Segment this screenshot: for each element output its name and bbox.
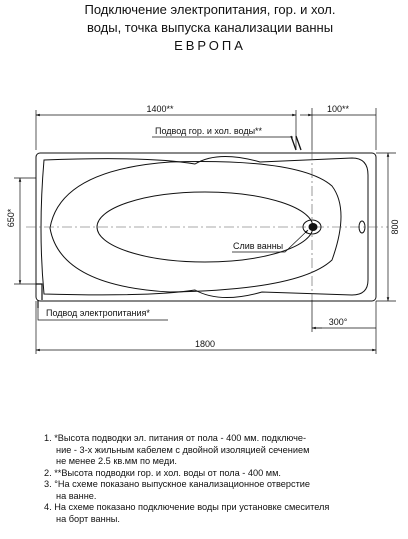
note-line: 1. *Высота подводки эл. питания от пола - 400 мм. подключе- <box>44 433 307 443</box>
note-line: на ванне. <box>56 490 97 501</box>
note-line: на борт ванны. <box>56 513 120 524</box>
dim-left-650 <box>14 178 36 284</box>
note-line: ние - 3-х жильным кабелем с двойной изоляцией сечением <box>56 444 310 455</box>
title-line-2: воды, точка выпуска канализации ванны <box>86 20 334 35</box>
dim-right-label: 800 <box>390 219 400 235</box>
drain-label: Слив ванны <box>233 241 284 251</box>
notes-list <box>44 433 384 525</box>
dim-left-label: 650* <box>6 208 16 228</box>
dim-top-100 <box>300 108 376 150</box>
note-line: 2. **Высота подводки гор. и хол. воды от пола - 400 мм. <box>44 467 281 478</box>
power-supply-label: Подвод электропитания* <box>46 308 150 318</box>
title-line-1: Подключение электропитания, гор. и хол. <box>84 2 336 17</box>
dim-bottom-total-label: 1800 <box>194 339 216 349</box>
power-supply-mark <box>36 284 42 308</box>
dim-bottom-small-label: 300° <box>328 317 348 327</box>
dim-bottom-300 <box>312 300 376 332</box>
note-line: не менее 2.5 кв.мм по меди. <box>56 456 177 466</box>
dim-top-left-label: 1400** <box>146 104 174 114</box>
dim-top-right-label: 100** <box>326 104 350 114</box>
title-line-3: ЕВРОПА <box>174 38 246 53</box>
note-line: 3. °На схеме показано выпускное канализационное отверстие <box>44 479 311 489</box>
note-line: 4. На схеме показано подключение воды при установке смесителя <box>44 502 330 512</box>
centre-lines <box>26 150 388 300</box>
water-supply-label: Подвод гор. и хол. воды** <box>155 126 263 136</box>
